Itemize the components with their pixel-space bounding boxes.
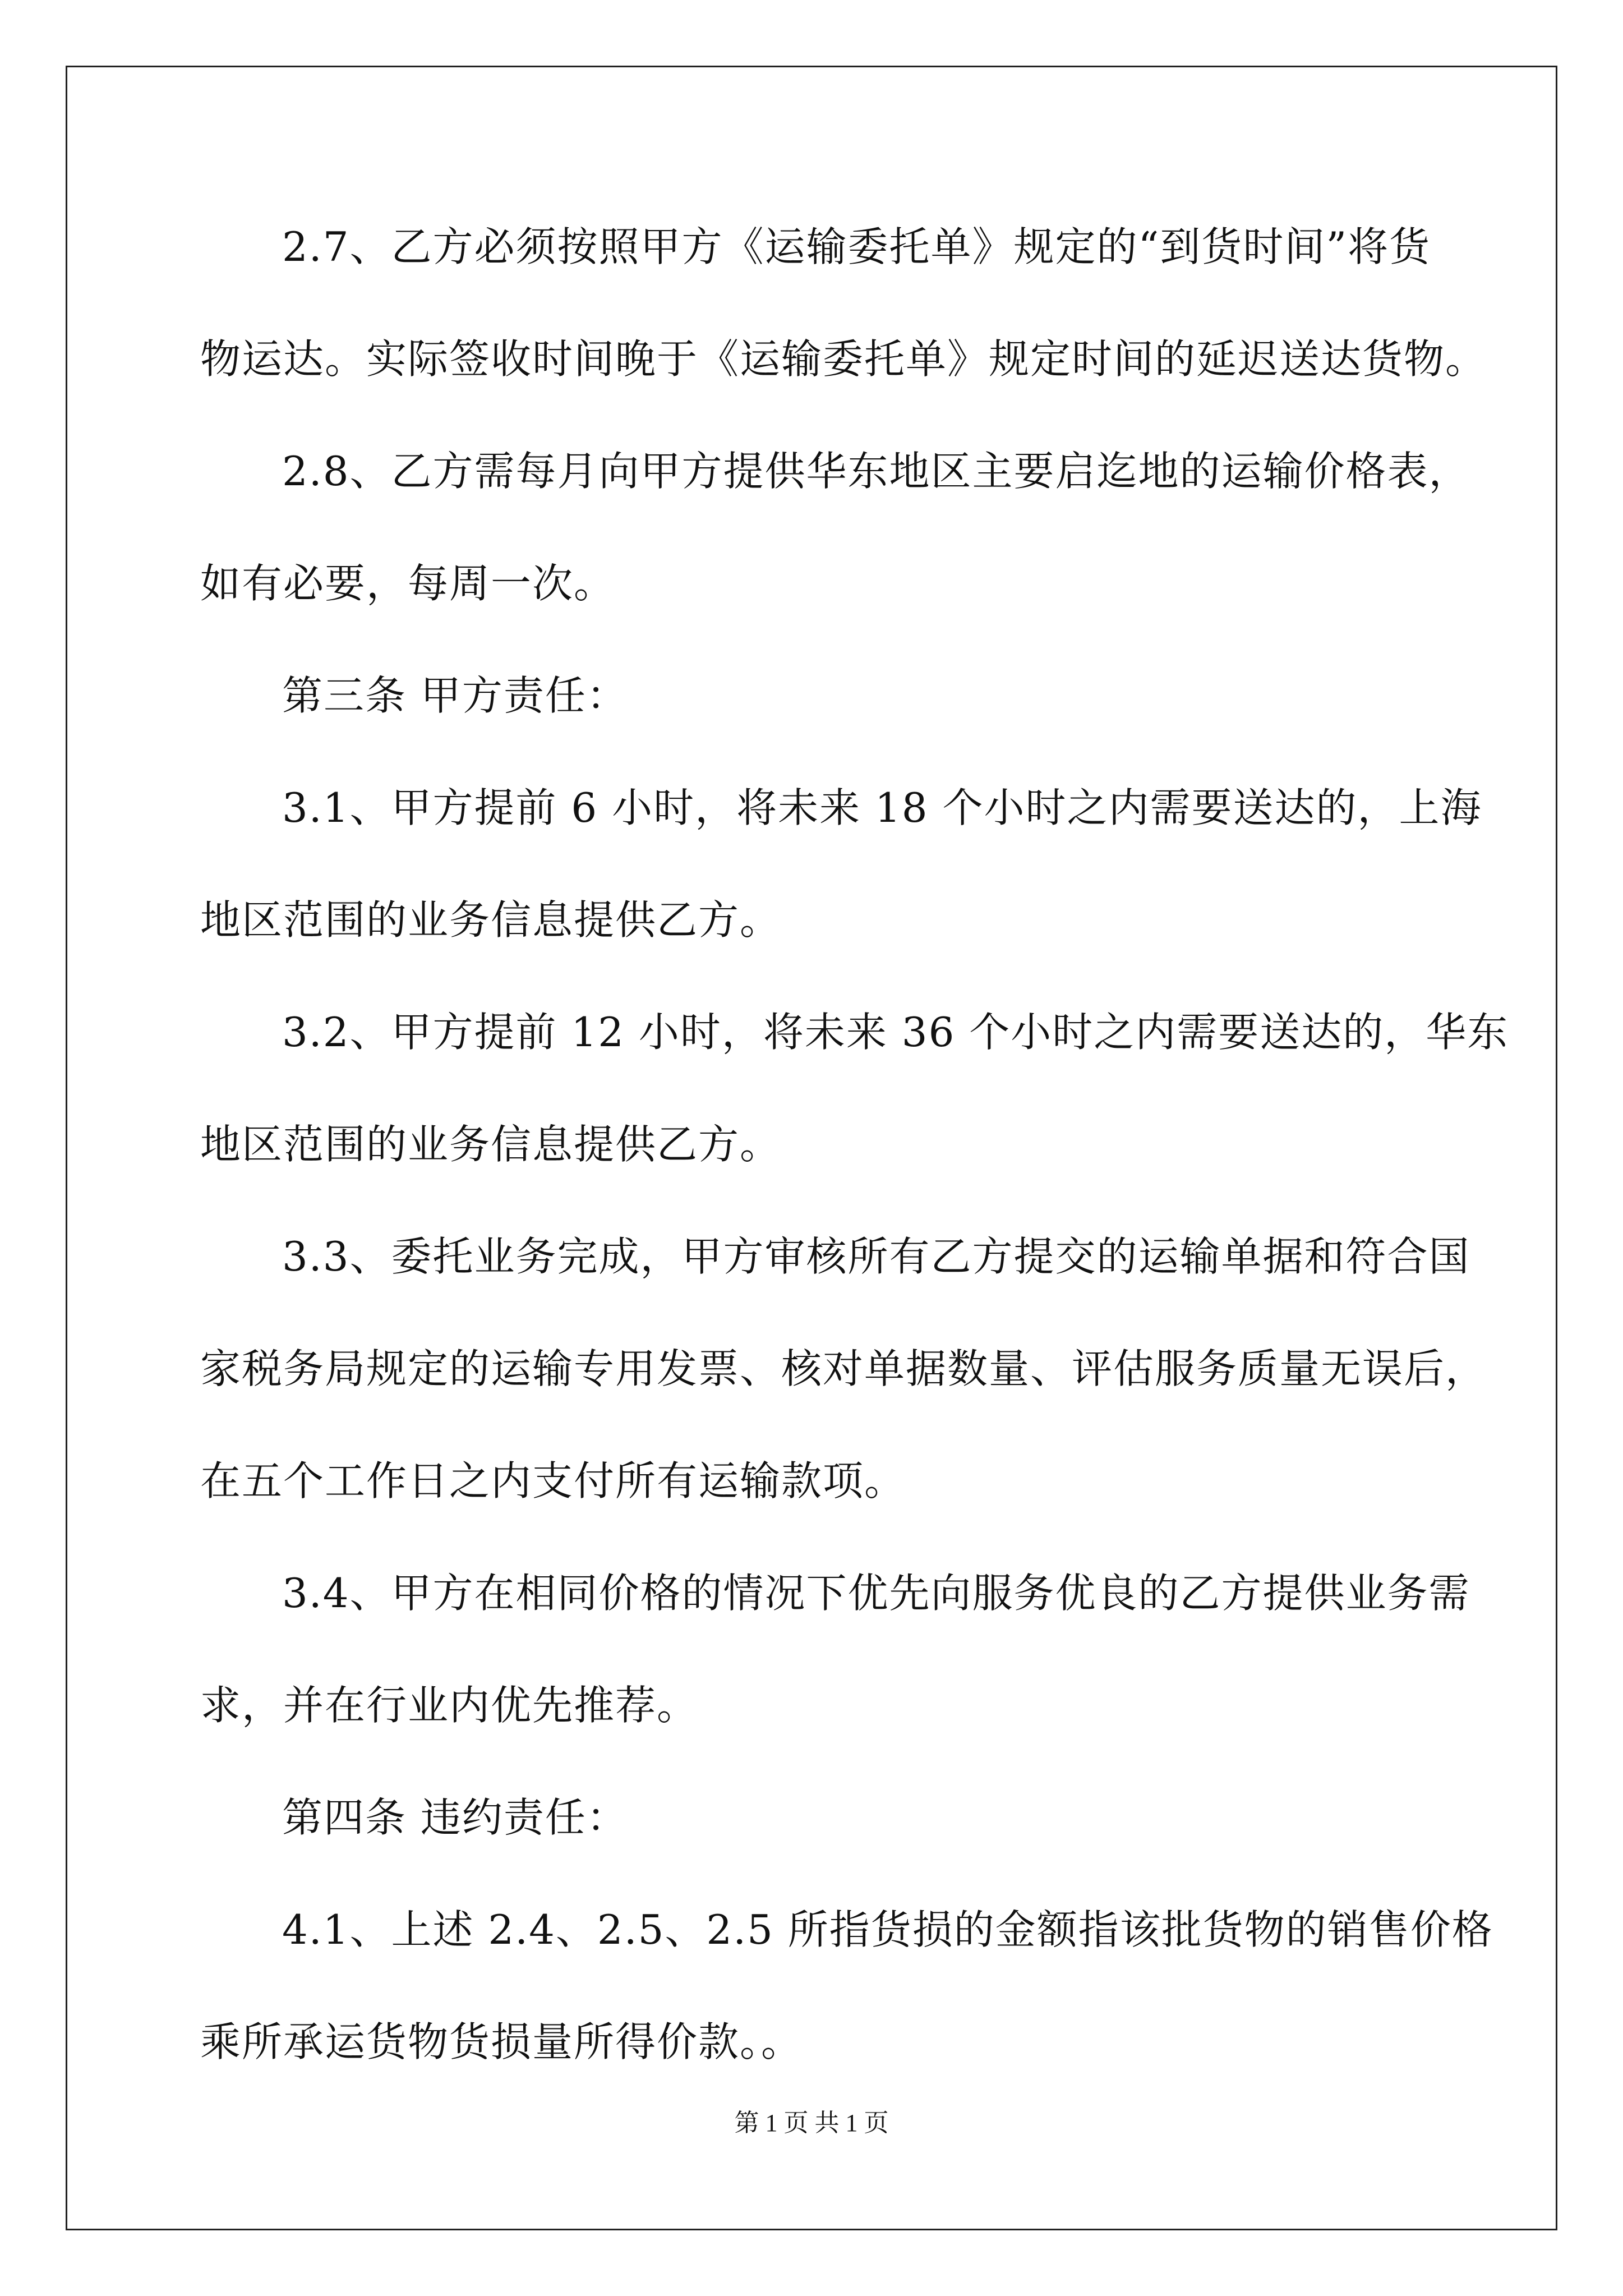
text-line: 3.2、甲方提前 12 小时，将未来 36 个小时之内需要送达的，华东 (282, 1009, 1509, 1056)
text-line: 如有必要，每周一次。 (200, 560, 616, 607)
text-line: 2.8、乙方需每月向甲方提供华东地区主要启迄地的运输价格表， (282, 448, 1470, 495)
text-line: 地区范围的业务信息提供乙方。 (200, 896, 782, 944)
text-line: 乘所承运货物货损量所得价款。。 (200, 2018, 803, 2065)
section-heading: 第四条 违约责任： (282, 1794, 628, 1841)
text-line: 2.7、乙方必须按照甲方《运输委托单》规定的“到货时间”将货 (282, 223, 1431, 270)
text-line: 物运达。实际签收时间晚于《运输委托单》规定时间的延迟送达货物。 (200, 335, 1487, 383)
text-line: 3.3、委托业务完成，甲方审核所有乙方提交的运输单据和符合国 (282, 1233, 1470, 1280)
text-line: 3.1、甲方提前 6 小时，将未来 18 个小时之内需要送达的，上海 (282, 784, 1482, 831)
page-footer: 第 1 页 共 1 页 (734, 2109, 889, 2137)
text-line: 4.1、上述 2.4、2.5、2.5 所指货损的金额指该批货物的销售价格 (282, 1906, 1493, 1953)
text-line: 地区范围的业务信息提供乙方。 (200, 1121, 782, 1168)
text-line: 求，并在行业内优先推荐。 (200, 1682, 699, 1729)
text-line: 在五个工作日之内支付所有运输款项。 (200, 1457, 906, 1504)
text-line: 家税务局规定的运输专用发票、核对单据数量、评估服务质量无误后， (200, 1345, 1487, 1392)
section-heading: 第三条 甲方责任： (282, 672, 628, 719)
text-line: 3.4、甲方在相同价格的情况下优先向服务优良的乙方提供业务需 (282, 1570, 1470, 1617)
